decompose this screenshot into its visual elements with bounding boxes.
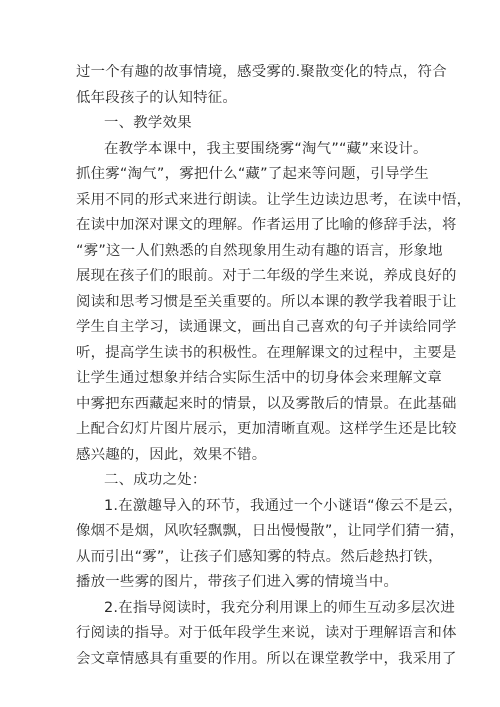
paragraph-line: 行阅读的指导。对于低年段学生来说，读对于理解语言和体	[76, 625, 457, 641]
paragraph-line: 低年段孩子的认知特征。	[76, 89, 238, 106]
document-page	[76, 60, 472, 672]
paragraph-line: 上配合幻灯片图片展示，更加清晰直观。这样学生还是比较	[76, 421, 457, 437]
paragraph-line: 过一个有趣的故事情境，感受雾的.聚散变化的特点，符合	[76, 64, 447, 80]
paragraph-line: 在教学本课中，我主要围绕雾“淘气”“藏”来设计。	[104, 140, 428, 157]
paragraph-line: 播放一些雾的图片，带孩子们进入雾的情境当中。	[76, 574, 399, 590]
paragraph-line: 在读中加深对课文的理解。作者运用了比喻的修辞手法，将	[76, 217, 457, 233]
paragraph-line: 会文章情感具有重要的作用。所以在课堂教学中，我采用了	[76, 650, 457, 667]
paragraph-line: 学生自主学习，读通课文，画出自己喜欢的句子并读给同学	[76, 319, 457, 335]
paragraph-line: 采用不同的形式来进行朗读。让学生边读边思考，在读中悟，	[76, 191, 472, 208]
paragraph-line: 阅读和思考习惯是至关重要的。所以本课的教学我着眼于让	[76, 293, 457, 310]
section-heading: 二、成功之处：	[104, 472, 207, 488]
paragraph-line: 听，提高学生读书的积极性。在理解课文的过程中，主要是	[76, 344, 457, 361]
paragraph-line: 1.在激趣导入的环节，我通过一个小谜语“像云不是云，	[104, 497, 463, 514]
paragraph-line: 展现在孩子们的眼前。对于二年级的学生来说，养成良好的	[76, 268, 457, 284]
paragraph-line: 从而引出“雾”，让孩子们感知雾的特点。然后趁热打铁，	[76, 548, 443, 565]
paragraph-line: 抓住雾“淘气”，雾把什么“藏”了起来等问题，引导学生	[76, 166, 429, 182]
paragraph-line: 2.在指导阅读时，我充分利用课上的师生互动多层次进	[104, 599, 455, 616]
paragraph-line: 让学生通过想象并结合实际生活中的切身体会来理解文章	[76, 370, 443, 386]
paragraph-line: 感兴趣的，因此，效果不错。	[76, 446, 267, 463]
paragraph-line: 像烟不是烟，风吹轻飘飘，日出慢慢散”，让同学们猜一猜，	[76, 523, 465, 539]
paragraph-line: “雾”这一人们熟悉的自然现象用生动有趣的语言，形象地	[76, 242, 443, 259]
section-heading: 一、教学效果	[104, 115, 192, 131]
paragraph-line: 中雾把东西藏起来时的情景，以及雾散后的情景。在此基础	[76, 395, 457, 412]
